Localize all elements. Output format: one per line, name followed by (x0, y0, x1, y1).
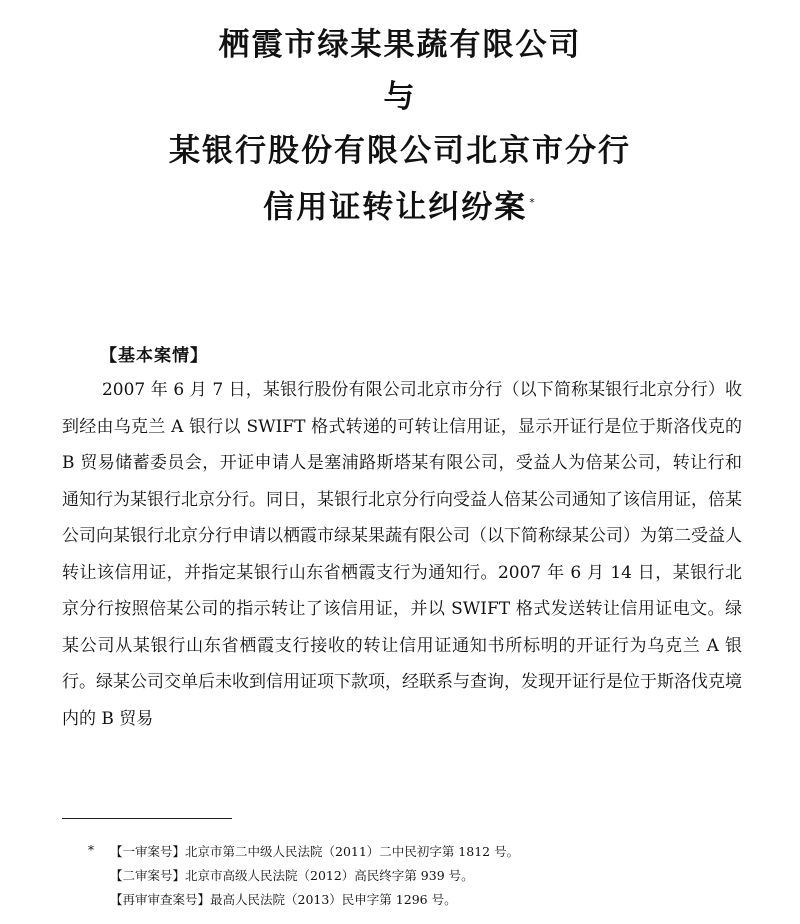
body-paragraph: 2007 年 6 月 7 日，某银行股份有限公司北京市分行（以下简称某银行北京分行）收到经由乌克兰 A 银行以 SWIFT 格式转递的可转让信用证，显示开证行是位于斯洛伐克的 B 贸易储蓄委员会，开证申请人是塞浦路斯塔某有限公司，受益人为倍某公司，转让行和通知行为某银行北京分行。同日，某银行北京分行向受益人倍某公司通知了该信用证，倍某公司向某银行北京分行申请以栖霞市绿某果蔬有限公司（以下简称绿某公司）为第二受益人转让该信用证，并指定某银行山东省栖霞支行为通知行。2007 年 6 月 14 日，某银行北京分行按照倍某公司的指示转让了该信用证，并以 SWIFT 格式发送转让信用证电文。绿某公司从某银行山东省栖霞支行接收的转让信用证通知书所标明的开证行为乌克兰 A 银行。绿某公司交单后未收到信用证项下款项，经联系与查询，发现开证行是位于斯洛伐克境内的 B 贸易 (62, 380, 742, 729)
title-line-4 (0, 184, 800, 236)
title-footnote-marker: * (529, 196, 537, 209)
footnote-divider (62, 818, 232, 819)
footnote-text: 【二审案号】北京市高级人民法院（2012）高民终字第 939 号。 (110, 868, 474, 883)
footnote-text: 【再审审查案号】最高人民法院（2013）民申字第 1296 号。 (110, 892, 457, 907)
title-line-1: 栖霞市绿某果蔬有限公司 (218, 27, 582, 63)
footnote-row-1 (88, 840, 519, 864)
body-text (62, 372, 742, 737)
title-line-3: 某银行股份有限公司北京市分行 (169, 133, 631, 169)
section-heading: 【基本案情】 (100, 346, 208, 366)
case-title (0, 26, 800, 236)
footnote-text: 【一审案号】北京市第二中级人民法院（2011）二中民初字第 1812 号。 (110, 844, 520, 859)
footnote-marker: * (88, 843, 94, 857)
footnote-row-3 (88, 888, 519, 912)
title-line-2: 与 (383, 79, 417, 115)
title-line-4-text: 信用证转让纠纷案 (263, 189, 528, 226)
footnotes (88, 840, 519, 912)
footnote-row-2 (88, 864, 519, 888)
